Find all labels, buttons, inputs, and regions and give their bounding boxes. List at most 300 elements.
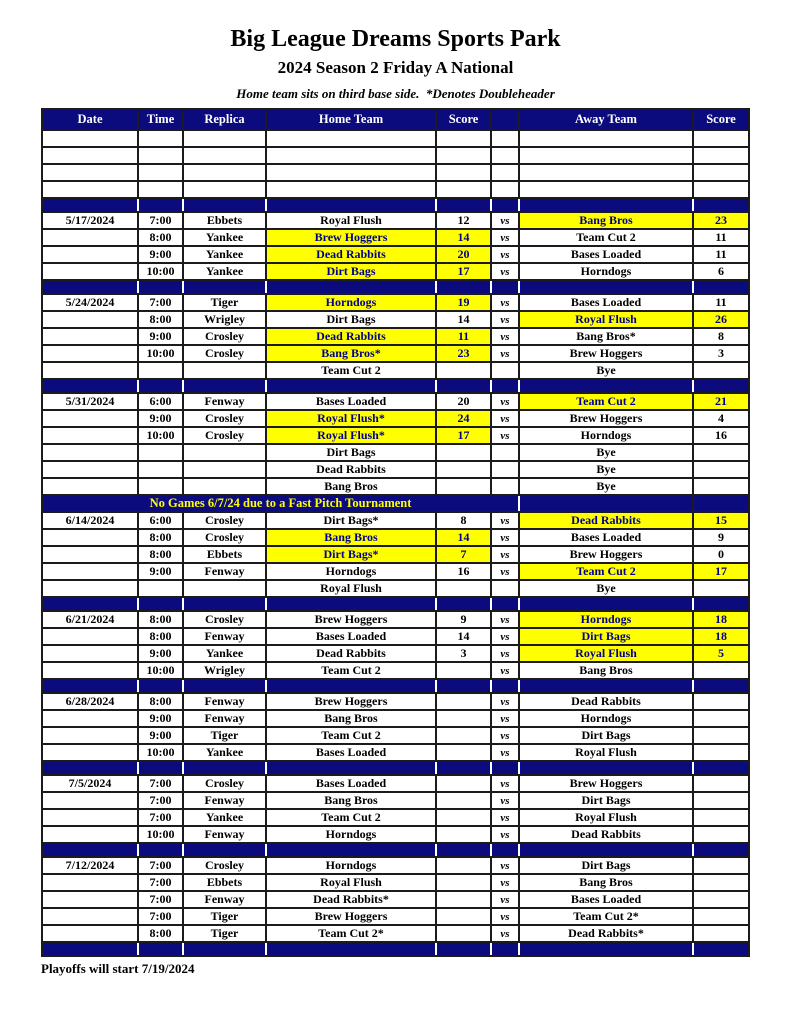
separator-cell [519, 379, 693, 393]
date-cell [42, 478, 138, 495]
bye-row [42, 580, 749, 597]
replica-cell: Ebbets [183, 546, 266, 563]
away-team-cell: Dead Rabbits* [519, 925, 693, 942]
time-cell [138, 580, 183, 597]
time-cell: 9:00 [138, 645, 183, 662]
away-team-cell: Dead Rabbits [519, 512, 693, 529]
separator-cell [491, 280, 519, 294]
replica-cell: Fenway [183, 792, 266, 809]
away-team-cell: Horndogs [519, 710, 693, 727]
vs-cell: vs [491, 563, 519, 580]
replica-cell: Ebbets [183, 212, 266, 229]
col-header-away-score: Score [693, 109, 749, 130]
home-team-cell: Bases Loaded [266, 628, 436, 645]
away-score-cell [693, 130, 749, 147]
separator-cell [266, 198, 436, 212]
col-header-date: Date [42, 109, 138, 130]
game-row [42, 529, 749, 546]
date-cell [42, 628, 138, 645]
away-team-cell: Bang Bros [519, 662, 693, 679]
vs-cell: vs [491, 925, 519, 942]
replica-cell: Tiger [183, 727, 266, 744]
away-team-cell: Royal Flush [519, 645, 693, 662]
away-score-cell [693, 792, 749, 809]
time-cell: 9:00 [138, 246, 183, 263]
separator-cell [183, 761, 266, 775]
col-header-replica: Replica [183, 109, 266, 130]
time-cell: 10:00 [138, 744, 183, 761]
date-cell: 5/31/2024 [42, 393, 138, 410]
separator-cell [138, 198, 183, 212]
away-score-cell: 15 [693, 512, 749, 529]
time-cell: 6:00 [138, 512, 183, 529]
home-team-cell: Horndogs [266, 826, 436, 843]
game-row [42, 826, 749, 843]
away-team-cell: Dirt Bags [519, 792, 693, 809]
game-row [42, 809, 749, 826]
empty-row [42, 181, 749, 198]
game-row [42, 628, 749, 645]
away-team-cell: Team Cut 2 [519, 563, 693, 580]
separator-cell [42, 761, 138, 775]
time-cell: 8:00 [138, 229, 183, 246]
separator-cell [138, 843, 183, 857]
replica-cell: Crosley [183, 328, 266, 345]
away-team-cell [519, 164, 693, 181]
home-score-cell: 12 [436, 212, 491, 229]
playoffs-note: Playoffs will start 7/19/2024 [41, 961, 195, 976]
home-team-cell: Team Cut 2* [266, 925, 436, 942]
vs-cell [491, 580, 519, 597]
home-score-cell [436, 130, 491, 147]
home-team-cell: Horndogs [266, 294, 436, 311]
vs-cell [491, 461, 519, 478]
table-header-row [42, 109, 749, 130]
away-team-cell: Bye [519, 580, 693, 597]
home-score-cell: 20 [436, 246, 491, 263]
home-team-cell: Brew Hoggers [266, 611, 436, 628]
time-cell [138, 130, 183, 147]
game-row [42, 710, 749, 727]
date-cell [42, 925, 138, 942]
separator-cell [138, 379, 183, 393]
time-cell: 7:00 [138, 212, 183, 229]
game-row [42, 874, 749, 891]
replica-cell: Fenway [183, 710, 266, 727]
away-score-cell [693, 874, 749, 891]
col-header-away-team: Away Team [519, 109, 693, 130]
time-cell: 9:00 [138, 727, 183, 744]
replica-cell: Yankee [183, 229, 266, 246]
time-cell [138, 461, 183, 478]
bye-row [42, 461, 749, 478]
date-cell [42, 874, 138, 891]
time-cell [138, 181, 183, 198]
time-cell: 9:00 [138, 328, 183, 345]
date-cell [42, 580, 138, 597]
separator-cell [138, 597, 183, 611]
vs-cell: vs [491, 891, 519, 908]
home-score-cell [436, 478, 491, 495]
time-cell: 8:00 [138, 925, 183, 942]
separator-cell [138, 942, 183, 956]
separator-cell [693, 198, 749, 212]
home-score-cell: 23 [436, 345, 491, 362]
no-games-banner-row [42, 495, 749, 512]
away-score-cell: 11 [693, 229, 749, 246]
time-cell: 7:00 [138, 775, 183, 792]
separator-cell [491, 379, 519, 393]
date-cell [42, 727, 138, 744]
vs-cell: vs [491, 529, 519, 546]
away-score-cell [693, 857, 749, 874]
away-score-cell: 4 [693, 410, 749, 427]
home-team-cell: Bang Bros* [266, 345, 436, 362]
home-team-cell: Brew Hoggers [266, 229, 436, 246]
away-score-cell [693, 478, 749, 495]
home-score-cell [436, 444, 491, 461]
away-team-cell: Team Cut 2 [519, 229, 693, 246]
time-cell: 7:00 [138, 891, 183, 908]
replica-cell: Crosley [183, 512, 266, 529]
date-cell: 5/24/2024 [42, 294, 138, 311]
away-score-cell [693, 925, 749, 942]
home-score-cell [436, 580, 491, 597]
away-team-cell: Dirt Bags [519, 628, 693, 645]
separator-cell [491, 679, 519, 693]
col-header-home-score: Score [436, 109, 491, 130]
separator-cell [436, 280, 491, 294]
home-score-cell: 14 [436, 229, 491, 246]
date-cell [42, 164, 138, 181]
away-team-cell: Horndogs [519, 263, 693, 280]
home-team-cell: Dirt Bags [266, 311, 436, 328]
away-team-cell: Dead Rabbits [519, 693, 693, 710]
replica-cell: Yankee [183, 263, 266, 280]
away-score-cell [693, 826, 749, 843]
home-score-cell: 17 [436, 427, 491, 444]
date-cell [42, 181, 138, 198]
banner-fill-cell [519, 495, 693, 512]
separator-cell [693, 843, 749, 857]
home-team-cell: Horndogs [266, 563, 436, 580]
vs-cell: vs [491, 826, 519, 843]
empty-row [42, 164, 749, 181]
separator-cell [436, 843, 491, 857]
replica-cell: Fenway [183, 693, 266, 710]
away-score-cell [693, 362, 749, 379]
vs-cell: vs [491, 294, 519, 311]
away-team-cell: Royal Flush [519, 744, 693, 761]
away-score-cell [693, 164, 749, 181]
separator-cell [42, 597, 138, 611]
home-team-cell: Bang Bros [266, 478, 436, 495]
away-score-cell: 11 [693, 294, 749, 311]
replica-cell [183, 130, 266, 147]
replica-cell: Yankee [183, 744, 266, 761]
home-score-cell [436, 461, 491, 478]
separator-cell [519, 942, 693, 956]
home-team-cell: Brew Hoggers [266, 693, 436, 710]
vs-cell: vs [491, 611, 519, 628]
time-cell: 8:00 [138, 311, 183, 328]
away-score-cell: 9 [693, 529, 749, 546]
col-header-vs [491, 109, 519, 130]
away-team-cell: Dead Rabbits [519, 826, 693, 843]
bye-row [42, 362, 749, 379]
replica-cell: Crosley [183, 529, 266, 546]
time-cell: 10:00 [138, 427, 183, 444]
home-team-cell [266, 130, 436, 147]
separator-cell [138, 679, 183, 693]
separator-cell [42, 942, 138, 956]
home-team-cell: Bang Bros [266, 529, 436, 546]
away-team-cell: Brew Hoggers [519, 546, 693, 563]
time-cell [138, 444, 183, 461]
replica-cell: Tiger [183, 294, 266, 311]
time-cell: 7:00 [138, 792, 183, 809]
date-cell [42, 563, 138, 580]
time-cell [138, 478, 183, 495]
home-score-cell [436, 362, 491, 379]
time-cell: 7:00 [138, 874, 183, 891]
separator-cell [436, 761, 491, 775]
time-cell: 9:00 [138, 410, 183, 427]
away-team-cell: Brew Hoggers [519, 410, 693, 427]
separator-cell [519, 280, 693, 294]
home-score-cell: 16 [436, 563, 491, 580]
date-cell: 7/5/2024 [42, 775, 138, 792]
away-team-cell: Bye [519, 478, 693, 495]
date-cell: 5/17/2024 [42, 212, 138, 229]
replica-cell [183, 580, 266, 597]
date-cell [42, 529, 138, 546]
date-cell [42, 461, 138, 478]
away-team-cell: Bye [519, 444, 693, 461]
vs-cell: vs [491, 512, 519, 529]
date-cell [42, 427, 138, 444]
home-score-cell [436, 809, 491, 826]
date-cell [42, 908, 138, 925]
away-score-cell [693, 662, 749, 679]
home-score-cell [436, 925, 491, 942]
away-team-cell [519, 147, 693, 164]
time-cell: 6:00 [138, 393, 183, 410]
home-team-cell: Dirt Bags* [266, 546, 436, 563]
date-cell [42, 362, 138, 379]
game-row [42, 662, 749, 679]
vs-cell: vs [491, 628, 519, 645]
replica-cell: Yankee [183, 645, 266, 662]
home-team-cell: Dead Rabbits [266, 461, 436, 478]
separator-cell [183, 198, 266, 212]
away-team-cell: Bases Loaded [519, 294, 693, 311]
away-score-cell: 5 [693, 645, 749, 662]
time-cell [138, 147, 183, 164]
home-score-cell [436, 891, 491, 908]
away-score-cell [693, 444, 749, 461]
separator-cell [266, 280, 436, 294]
home-score-cell: 14 [436, 311, 491, 328]
separator-cell [42, 843, 138, 857]
away-score-cell: 11 [693, 246, 749, 263]
home-score-cell [436, 826, 491, 843]
home-score-cell: 11 [436, 328, 491, 345]
separator-cell [42, 280, 138, 294]
game-row [42, 611, 749, 628]
date-cell [42, 311, 138, 328]
away-team-cell: Royal Flush [519, 311, 693, 328]
away-team-cell: Bye [519, 461, 693, 478]
separator-cell [519, 761, 693, 775]
replica-cell [183, 362, 266, 379]
home-team-cell: Bases Loaded [266, 744, 436, 761]
separator-cell [183, 942, 266, 956]
vs-cell [491, 444, 519, 461]
replica-cell: Fenway [183, 826, 266, 843]
home-team-cell: Dirt Bags [266, 263, 436, 280]
separator-cell [42, 679, 138, 693]
separator-row [42, 379, 749, 393]
separator-cell [519, 679, 693, 693]
vs-cell: vs [491, 662, 519, 679]
game-row [42, 744, 749, 761]
away-score-cell: 17 [693, 563, 749, 580]
away-team-cell: Bases Loaded [519, 891, 693, 908]
separator-cell [183, 679, 266, 693]
bye-row [42, 478, 749, 495]
vs-cell: vs [491, 744, 519, 761]
time-cell: 10:00 [138, 826, 183, 843]
home-score-cell: 17 [436, 263, 491, 280]
col-header-home-team: Home Team [266, 109, 436, 130]
separator-row [42, 761, 749, 775]
game-row [42, 345, 749, 362]
home-team-cell: Brew Hoggers [266, 908, 436, 925]
separator-cell [436, 379, 491, 393]
home-score-cell [436, 857, 491, 874]
away-score-cell [693, 461, 749, 478]
home-score-cell: 14 [436, 628, 491, 645]
away-team-cell: Dirt Bags [519, 727, 693, 744]
vs-cell: vs [491, 246, 519, 263]
game-row [42, 311, 749, 328]
separator-cell [519, 843, 693, 857]
away-team-cell: Horndogs [519, 611, 693, 628]
vs-cell: vs [491, 229, 519, 246]
time-cell [138, 164, 183, 181]
home-team-cell: Team Cut 2 [266, 727, 436, 744]
home-score-cell [436, 727, 491, 744]
home-team-cell: Royal Flush [266, 580, 436, 597]
replica-cell: Wrigley [183, 662, 266, 679]
away-score-cell [693, 580, 749, 597]
game-row [42, 563, 749, 580]
away-team-cell: Dirt Bags [519, 857, 693, 874]
home-team-cell [266, 164, 436, 181]
away-score-cell: 18 [693, 628, 749, 645]
game-row [42, 775, 749, 792]
replica-cell: Crosley [183, 345, 266, 362]
vs-cell: vs [491, 775, 519, 792]
page-header [0, 0, 791, 101]
replica-cell: Wrigley [183, 311, 266, 328]
separator-cell [266, 597, 436, 611]
vs-cell: vs [491, 809, 519, 826]
date-cell [42, 130, 138, 147]
no-games-banner-text: No Games 6/7/24 due to a Fast Pitch Tournament [42, 495, 519, 512]
vs-cell [491, 478, 519, 495]
schedule-rows [42, 130, 749, 956]
game-row [42, 857, 749, 874]
home-score-cell [436, 181, 491, 198]
home-team-cell: Dirt Bags [266, 444, 436, 461]
date-cell [42, 645, 138, 662]
home-score-cell: 14 [436, 529, 491, 546]
away-team-cell: Bang Bros [519, 874, 693, 891]
date-cell [42, 410, 138, 427]
game-row [42, 727, 749, 744]
home-score-cell [436, 908, 491, 925]
separator-cell [266, 761, 436, 775]
away-score-cell [693, 908, 749, 925]
vs-cell: vs [491, 212, 519, 229]
separator-cell [42, 198, 138, 212]
away-score-cell [693, 744, 749, 761]
replica-cell: Crosley [183, 410, 266, 427]
time-cell [138, 362, 183, 379]
home-score-cell: 24 [436, 410, 491, 427]
home-team-cell: Royal Flush* [266, 410, 436, 427]
away-score-cell: 8 [693, 328, 749, 345]
separator-cell [693, 679, 749, 693]
time-cell: 7:00 [138, 857, 183, 874]
away-score-cell [693, 775, 749, 792]
home-team-cell: Dead Rabbits* [266, 891, 436, 908]
date-cell [42, 246, 138, 263]
time-cell: 8:00 [138, 628, 183, 645]
away-score-cell [693, 710, 749, 727]
home-score-cell [436, 792, 491, 809]
home-team-cell: Royal Flush [266, 212, 436, 229]
home-team-cell: Dirt Bags* [266, 512, 436, 529]
vs-cell: vs [491, 710, 519, 727]
date-cell [42, 792, 138, 809]
replica-cell [183, 181, 266, 198]
away-team-cell: Bases Loaded [519, 246, 693, 263]
home-team-cell: Team Cut 2 [266, 662, 436, 679]
separator-cell [491, 843, 519, 857]
date-cell [42, 710, 138, 727]
time-cell: 7:00 [138, 294, 183, 311]
date-cell [42, 744, 138, 761]
home-team-cell: Horndogs [266, 857, 436, 874]
bye-row [42, 444, 749, 461]
season-subtitle: 2024 Season 2 Friday A National [277, 58, 514, 77]
time-cell: 10:00 [138, 662, 183, 679]
separator-cell [693, 280, 749, 294]
vs-cell: vs [491, 645, 519, 662]
replica-cell: Crosley [183, 775, 266, 792]
time-cell: 8:00 [138, 529, 183, 546]
home-score-cell: 19 [436, 294, 491, 311]
home-team-cell: Royal Flush [266, 874, 436, 891]
away-team-cell: Horndogs [519, 427, 693, 444]
game-row [42, 908, 749, 925]
separator-row [42, 280, 749, 294]
away-score-cell: 23 [693, 212, 749, 229]
away-team-cell: Team Cut 2* [519, 908, 693, 925]
